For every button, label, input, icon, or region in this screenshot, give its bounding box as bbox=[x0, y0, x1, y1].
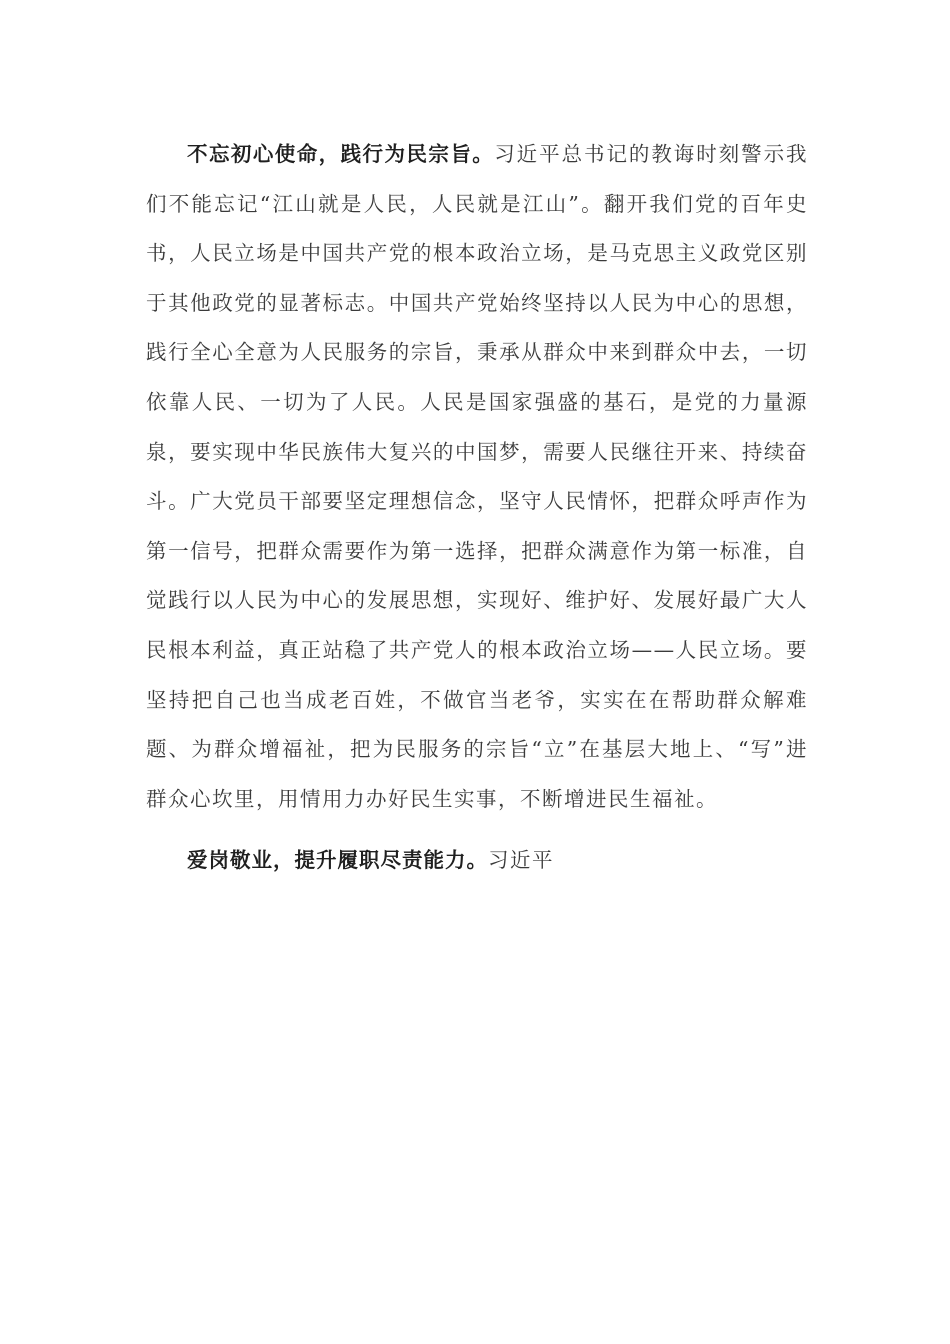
paragraph-2-text: 习近平 bbox=[488, 848, 554, 873]
paragraph-2 bbox=[146, 836, 808, 886]
paragraph-1-heading: 不忘初心使命，践行为民宗旨。 bbox=[187, 142, 495, 166]
paragraph-1-text: 习近平总书记的教诲时刻警示我们不能忘记“江山就是人民，人民就是江山”。翻开我们党的百年史书，人民立场是中国共产党的根本政治立场，是马克思主义政党区别于其他政党的显著标志。中国共产党始终坚持以人民为中心的思想，践行全心全意为人民服务的宗旨，秉承从群众中来到群众中去，一切依靠人民、一切为了人民。人民是国家强盛的基石，是党的力量源泉，要实现中华民族伟大复兴的中国梦，需要人民继往开来、持续奋斗。广大党员干部要坚定理想信念，坚守人民情怀，把群众呼声作为第一信号，把群众需要作为第一选择，把群众满意作为第一标准，自觉践行以人民为中心的发展思想，实现好、维护好、发展好最广大人民根本利益，真正站稳了共产党人的根本政治立场——人民立场。要坚持把自己也当成老百姓，不做官当老爷，实实在在帮助群众解难题、为群众增福祉，把为民服务的宗旨“立”在基层大地上、“写”进群众心坎里，用情用力办好民生实事，不断增进民生福祉。 bbox=[146, 142, 809, 811]
document-body bbox=[146, 130, 808, 886]
paragraph-1 bbox=[146, 130, 808, 824]
paragraph-2-heading: 爱岗敬业，提升履职尽责能力。 bbox=[187, 848, 488, 873]
